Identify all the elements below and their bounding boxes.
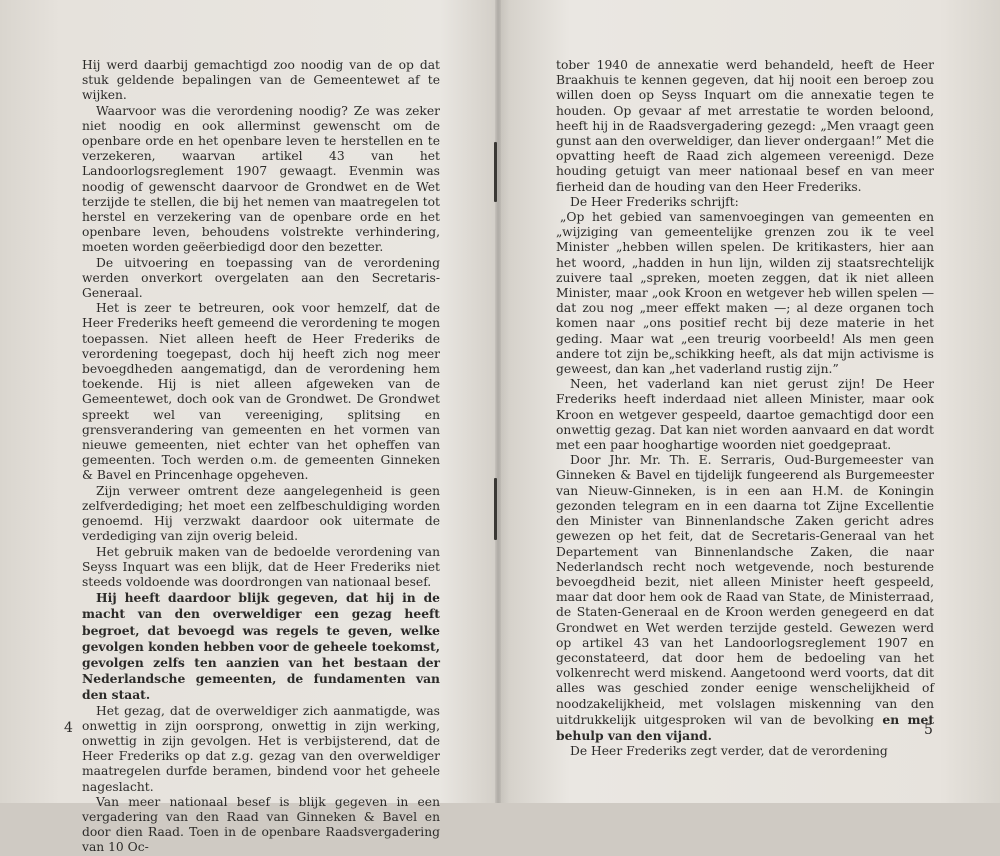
paragraph: Van meer nationaal besef is blijk gegeven in een vergadering van den Raad van Ginneken & Bavel en door dien Raad. Toen in de openbare Raadsvergadering van 10 Oc- bbox=[82, 794, 440, 855]
staple-top bbox=[494, 142, 497, 202]
paragraph: Het gezag, dat de overweldiger zich aanmatigde, was onwettig in zijn oorsprong, onwettig in zijn werking, onwettig in zijn gevolgen. Het is verbijsterend, dat de Heer Frederiks op dat z.g. gezag van den overweldiger maatregelen durfde beramen, bindend voor het geheele nageslacht. bbox=[82, 703, 440, 794]
page-number-right: 5 bbox=[924, 722, 933, 738]
bold-text: Hij heeft daardoor blijk gegeven, dat hij in de macht van den overweldiger een gezag heeft begroet, dat bevoegd was regels te geven, welke gevolgen konden hebben voor de geheele toekomst, gevolgen zelfs ten aanzien van het bestaan der Nederlandsche gemeenten, de fundamenten van den staat. bbox=[82, 590, 440, 703]
page-number-left: 4 bbox=[64, 720, 73, 736]
paragraph: De uitvoering en toepassing van de verordening werden onverkort overgelaten aan den Secretaris-Generaal. bbox=[82, 255, 440, 301]
quote-paragraph: „Op het gebied van samenvoegingen van gemeenten en „wijziging van gemeentelijke grenzen zou ik te veel Minister „hebben willen spelen. De kritikasters, hier aan het woord, „hadden in hun lijn, wilden zij staatsrechtelijk zuivere taal „spreken, moeten zeggen, dat ik niet alleen Minister, maar „ook Kroon en wetgever heb willen spelen — dat zou nog „meer effekt maken —; al deze organen toch komen naar „ons positief recht bij deze materie in het geding. Maar wat „een treurig voorbeeld! Als men geen andere tot zijn be„schikking heeft, als dat mijn activisme is geweest, dan kan „het vaderland rustig zijn.” bbox=[556, 210, 934, 377]
page-gutter bbox=[495, 0, 501, 803]
left-page-text bbox=[82, 58, 440, 856]
paragraph: tober 1940 de annexatie werd behandeld, heeft de Heer Braakhuis te kennen gegeven, dat hij nooit een beroep zou willen doen op Seyss Inquart om die annexatie tegen te houden. Op gevaar af met arrestatie te worden beloond, heeft hij in de Raadsvergadering gezegd: „Men vraagt geen gunst aan den overweldiger, dan liever ondergaan!” Met die opvatting heeft de Raad zich algemeen vereenigd. Deze houding getuigt van meer nationaal besef en van meer fierheid dan de houding van den Heer Frederiks. bbox=[556, 58, 934, 194]
staple-bottom bbox=[494, 478, 497, 540]
paragraph: De Heer Frederiks schrijft: bbox=[570, 194, 739, 209]
paragraph-body: Door Jhr. Mr. Th. E. Serraris, Oud-Burgemeester van Ginneken & Bavel en tijdelijk fungeerend als Burgemeester van Nieuw-Ginneken, is in een aan H.M. de Koningin gezonden telegram en in een daarna tot Zijne Excellentie den Minister van Binnenlandsche Zaken gericht adres gewezen op het feit, dat de Secretaris-Generaal van het Departement van Binnenlandsche Zaken, die naar Nederlandsch recht noch wetgevende, noch besturende bevoegdheid bezit, niet alleen Minister heeft gespeeld, maar dat door hem ook de Raad van State, de Ministerraad, de Staten-Generaal en de Kroon werden genegeerd en dat Grondwet en Wet werden terzijde gesteld. Gewezen werd op artikel 43 van het Landoorlogsreglement 1907 en geconstateerd, dat door hem de bedoeling van het volkenrecht werd miskend. Aangetoond werd voorts, dat dit alles was geschied zonder eenige wenschelijkheid of noodzakelijkheid, met volslagen miskenning van den uitdrukkelijk uitgesproken wil van de bevolking bbox=[556, 453, 934, 727]
paragraph: Hij werd daarbij gemachtigd zoo noodig van de op dat stuk geldende bepalingen van de Gemeentewet af te wijken. bbox=[82, 58, 440, 103]
bold-paragraph bbox=[82, 590, 440, 703]
right-page-text bbox=[556, 58, 934, 759]
paragraph: De Heer Frederiks zegt verder, dat de verordening bbox=[570, 744, 888, 759]
bold-tail: en met behulp van den vijand. bbox=[556, 711, 934, 743]
paragraph: Waarvoor was die verordening noodig? Ze was zeker niet noodig en ook allerminst gewenscht om de openbare orde en het openbare leven te herstellen en te verzekeren, waarvan artikel 43 van het Landoorlogsreglement 1907 gewaagt. Evenmin was noodig of gewenscht daarvoor de Grondwet en de Wet terzijde te stellen, die bij het nemen van maatregelen tot herstel en verzekering van de openbare orde en het openbare leven, behoudens volstrekte verhindering, moeten worden geëerbiedigd door den bezetter. bbox=[82, 103, 440, 255]
paragraph bbox=[556, 453, 934, 744]
paragraph: Het is zeer te betreuren, ook voor hemzelf, dat de Heer Frederiks heeft gemeend die verordening te mogen toepassen. Niet alleen heeft de Heer Frederiks de verordening toegepast, doch hij heeft zich nog meer bevoegdheden aangematigd, dan de verordening hem toekende. Hij is niet alleen afgeweken van de Gemeentewet, doch ook van de Grondwet. De Grondwet spreekt wel van vereeniging, splitsing en grensverandering van gemeenten en het vormen van nieuwe gemeenten, niet echter van het opheffen van gemeenten. Toch werden o.m. de gemeenten Ginneken & Bavel en Princenhage opgeheven. bbox=[82, 301, 440, 483]
paragraph: Het gebruik maken van de bedoelde verordening van Seyss Inquart was een blijk, dat de Heer Frederiks niet steeds voldoende was doordrongen van nationaal besef. bbox=[82, 544, 440, 589]
paragraph: Zijn verweer omtrent deze aangelegenheid is geen zelfverdediging; het moet een zelfbeschuldiging worden genoemd. Hij verzwakt daardoor ook uitermate de verdediging van zijn overig beleid. bbox=[82, 483, 440, 544]
paragraph: Neen, het vaderland kan niet gerust zijn! De Heer Frederiks heeft inderdaad niet alleen Minister, maar ook Kroon en wetgever gespeeld, daartoe gemachtigd door een onwettig gezag. Dat kan niet worden aanvaard en dat wordt met een paar hooghartige woorden niet goedgepraat. bbox=[556, 377, 934, 453]
